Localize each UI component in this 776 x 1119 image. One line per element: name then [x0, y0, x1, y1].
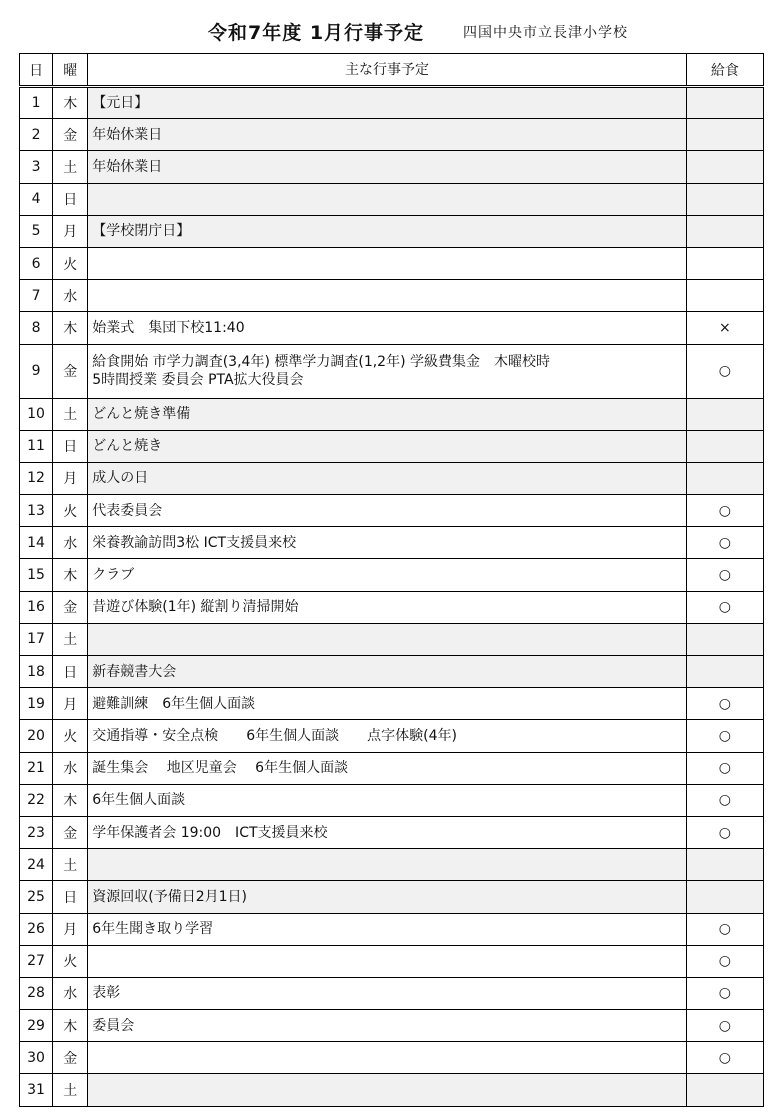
events-cell: 給食開始 市学力調査(3,4年) 標準学力調査(1,2年) 学級費集金 木曜校時 5時間授業 委員会 PTA拡大役員会: [88, 344, 686, 398]
table-row: [20, 247, 764, 279]
events-cell: [88, 849, 686, 881]
table-row: [20, 591, 764, 623]
meal-cell: [686, 119, 763, 151]
day-cell: 21: [20, 752, 53, 784]
weekday-cell: 水: [53, 752, 88, 784]
events-cell: 新春競書大会: [88, 656, 686, 688]
meal-cell: ○: [686, 559, 763, 591]
weekday-cell: 水: [53, 280, 88, 312]
meal-cell: [686, 462, 763, 494]
weekday-cell: 火: [53, 945, 88, 977]
events-cell: [88, 1042, 686, 1074]
meal-cell: [686, 87, 763, 119]
weekday-cell: 木: [53, 559, 88, 591]
events-cell: [88, 623, 686, 655]
weekday-cell: 月: [53, 688, 88, 720]
weekday-cell: 土: [53, 1074, 88, 1106]
meal-cell: ○: [686, 977, 763, 1009]
events-cell: 年始休業日: [88, 151, 686, 183]
day-cell: 27: [20, 945, 53, 977]
weekday-cell: 木: [53, 1010, 88, 1042]
events-cell: 栄養教諭訪問3松 ICT支援員来校: [88, 527, 686, 559]
events-cell: 資源回収(予備日2月1日): [88, 881, 686, 913]
header-events: 主な行事予定: [88, 54, 686, 87]
weekday-cell: 月: [53, 462, 88, 494]
weekday-cell: 金: [53, 1042, 88, 1074]
day-cell: 31: [20, 1074, 53, 1106]
table-row: [20, 527, 764, 559]
meal-cell: [686, 280, 763, 312]
events-cell: [88, 945, 686, 977]
schedule-table: [19, 53, 764, 1107]
table-row: [20, 215, 764, 247]
table-row: [20, 151, 764, 183]
weekday-cell: 金: [53, 344, 88, 398]
weekday-cell: 水: [53, 527, 88, 559]
day-cell: 16: [20, 591, 53, 623]
table-row: [20, 816, 764, 848]
table-row: [20, 398, 764, 430]
day-cell: 24: [20, 849, 53, 881]
weekday-cell: 日: [53, 656, 88, 688]
table-row: [20, 656, 764, 688]
header-weekday: 曜: [53, 54, 88, 87]
meal-cell: ○: [686, 1042, 763, 1074]
events-cell: [88, 1074, 686, 1106]
day-cell: 30: [20, 1042, 53, 1074]
header-day: 日: [20, 54, 53, 87]
table-row: [20, 688, 764, 720]
events-cell: 表彰: [88, 977, 686, 1009]
weekday-cell: 火: [53, 247, 88, 279]
day-cell: 15: [20, 559, 53, 591]
table-row: [20, 1042, 764, 1074]
day-cell: 26: [20, 913, 53, 945]
table-row: [20, 752, 764, 784]
table-row: [20, 720, 764, 752]
events-cell: 誕生集会 地区児童会 6年生個人面談: [88, 752, 686, 784]
day-cell: 28: [20, 977, 53, 1009]
table-row: [20, 495, 764, 527]
weekday-cell: 火: [53, 720, 88, 752]
day-cell: 4: [20, 183, 53, 215]
events-cell: 委員会: [88, 1010, 686, 1042]
day-cell: 9: [20, 344, 53, 398]
meal-cell: ○: [686, 344, 763, 398]
meal-cell: ○: [686, 591, 763, 623]
meal-cell: [686, 183, 763, 215]
meal-cell: [686, 656, 763, 688]
events-cell: 学年保護者会 19:00 ICT支援員来校: [88, 816, 686, 848]
events-cell: 【学校閉庁日】: [88, 215, 686, 247]
table-row: [20, 977, 764, 1009]
weekday-cell: 木: [53, 312, 88, 344]
table-row: [20, 623, 764, 655]
day-cell: 19: [20, 688, 53, 720]
table-row: [20, 344, 764, 398]
table-row: [20, 87, 764, 119]
meal-cell: [686, 623, 763, 655]
meal-cell: [686, 430, 763, 462]
table-row: [20, 1074, 764, 1106]
day-cell: 1: [20, 87, 53, 119]
title-row: [0, 14, 776, 50]
meal-cell: [686, 881, 763, 913]
weekday-cell: 日: [53, 183, 88, 215]
meal-cell: ○: [686, 816, 763, 848]
table-row: [20, 849, 764, 881]
table-row: [20, 881, 764, 913]
events-cell: クラブ: [88, 559, 686, 591]
table-row: [20, 1010, 764, 1042]
day-cell: 12: [20, 462, 53, 494]
events-cell: 成人の日: [88, 462, 686, 494]
meal-cell: ○: [686, 720, 763, 752]
table-row: [20, 312, 764, 344]
day-cell: 13: [20, 495, 53, 527]
meal-cell: [686, 151, 763, 183]
meal-cell: ○: [686, 752, 763, 784]
events-cell: 始業式 集団下校11:40: [88, 312, 686, 344]
meal-cell: ○: [686, 784, 763, 816]
header-meal: 給食: [686, 54, 763, 87]
day-cell: 5: [20, 215, 53, 247]
weekday-cell: 土: [53, 623, 88, 655]
meal-cell: ○: [686, 688, 763, 720]
meal-cell: [686, 398, 763, 430]
events-cell: 昔遊び体験(1年) 縦割り清掃開始: [88, 591, 686, 623]
meal-cell: ○: [686, 495, 763, 527]
events-cell: [88, 280, 686, 312]
day-cell: 18: [20, 656, 53, 688]
table-header-row: [20, 54, 764, 87]
day-cell: 23: [20, 816, 53, 848]
weekday-cell: 日: [53, 430, 88, 462]
day-cell: 11: [20, 430, 53, 462]
table-row: [20, 945, 764, 977]
table-row: [20, 119, 764, 151]
weekday-cell: 木: [53, 784, 88, 816]
events-cell: 6年生聞き取り学習: [88, 913, 686, 945]
events-cell: 【元日】: [88, 87, 686, 119]
weekday-cell: 火: [53, 495, 88, 527]
meal-cell: [686, 247, 763, 279]
weekday-cell: 金: [53, 591, 88, 623]
meal-cell: [686, 215, 763, 247]
day-cell: 20: [20, 720, 53, 752]
day-cell: 8: [20, 312, 53, 344]
table-row: [20, 183, 764, 215]
table-row: [20, 784, 764, 816]
weekday-cell: 土: [53, 849, 88, 881]
school-name: 四国中央市立長津小学校: [463, 25, 628, 41]
events-cell: [88, 247, 686, 279]
events-cell: 避難訓練 6年生個人面談: [88, 688, 686, 720]
table-row: [20, 430, 764, 462]
table-row: [20, 913, 764, 945]
events-cell: どんと焼き準備: [88, 398, 686, 430]
table-row: [20, 559, 764, 591]
day-cell: 25: [20, 881, 53, 913]
meal-cell: [686, 849, 763, 881]
weekday-cell: 金: [53, 816, 88, 848]
weekday-cell: 土: [53, 398, 88, 430]
meal-cell: ○: [686, 913, 763, 945]
weekday-cell: 月: [53, 913, 88, 945]
meal-cell: [686, 1074, 763, 1106]
table-row: [20, 280, 764, 312]
weekday-cell: 月: [53, 215, 88, 247]
day-cell: 3: [20, 151, 53, 183]
events-cell: 6年生個人面談: [88, 784, 686, 816]
weekday-cell: 金: [53, 119, 88, 151]
day-cell: 10: [20, 398, 53, 430]
weekday-cell: 土: [53, 151, 88, 183]
day-cell: 22: [20, 784, 53, 816]
page-title: 令和7年度 1月行事予定: [208, 22, 425, 44]
day-cell: 6: [20, 247, 53, 279]
events-cell: 代表委員会: [88, 495, 686, 527]
day-cell: 14: [20, 527, 53, 559]
meal-cell: ○: [686, 527, 763, 559]
events-cell: どんと焼き: [88, 430, 686, 462]
weekday-cell: 日: [53, 881, 88, 913]
meal-cell: ○: [686, 1010, 763, 1042]
events-cell: 交通指導・安全点検 6年生個人面談 点字体験(4年): [88, 720, 686, 752]
weekday-cell: 水: [53, 977, 88, 1009]
weekday-cell: 木: [53, 87, 88, 119]
day-cell: 17: [20, 623, 53, 655]
day-cell: 2: [20, 119, 53, 151]
schedule-body: [20, 87, 764, 1107]
day-cell: 7: [20, 280, 53, 312]
table-row: [20, 462, 764, 494]
meal-cell: ○: [686, 945, 763, 977]
events-cell: [88, 183, 686, 215]
day-cell: 29: [20, 1010, 53, 1042]
meal-cell: ×: [686, 312, 763, 344]
events-cell: 年始休業日: [88, 119, 686, 151]
